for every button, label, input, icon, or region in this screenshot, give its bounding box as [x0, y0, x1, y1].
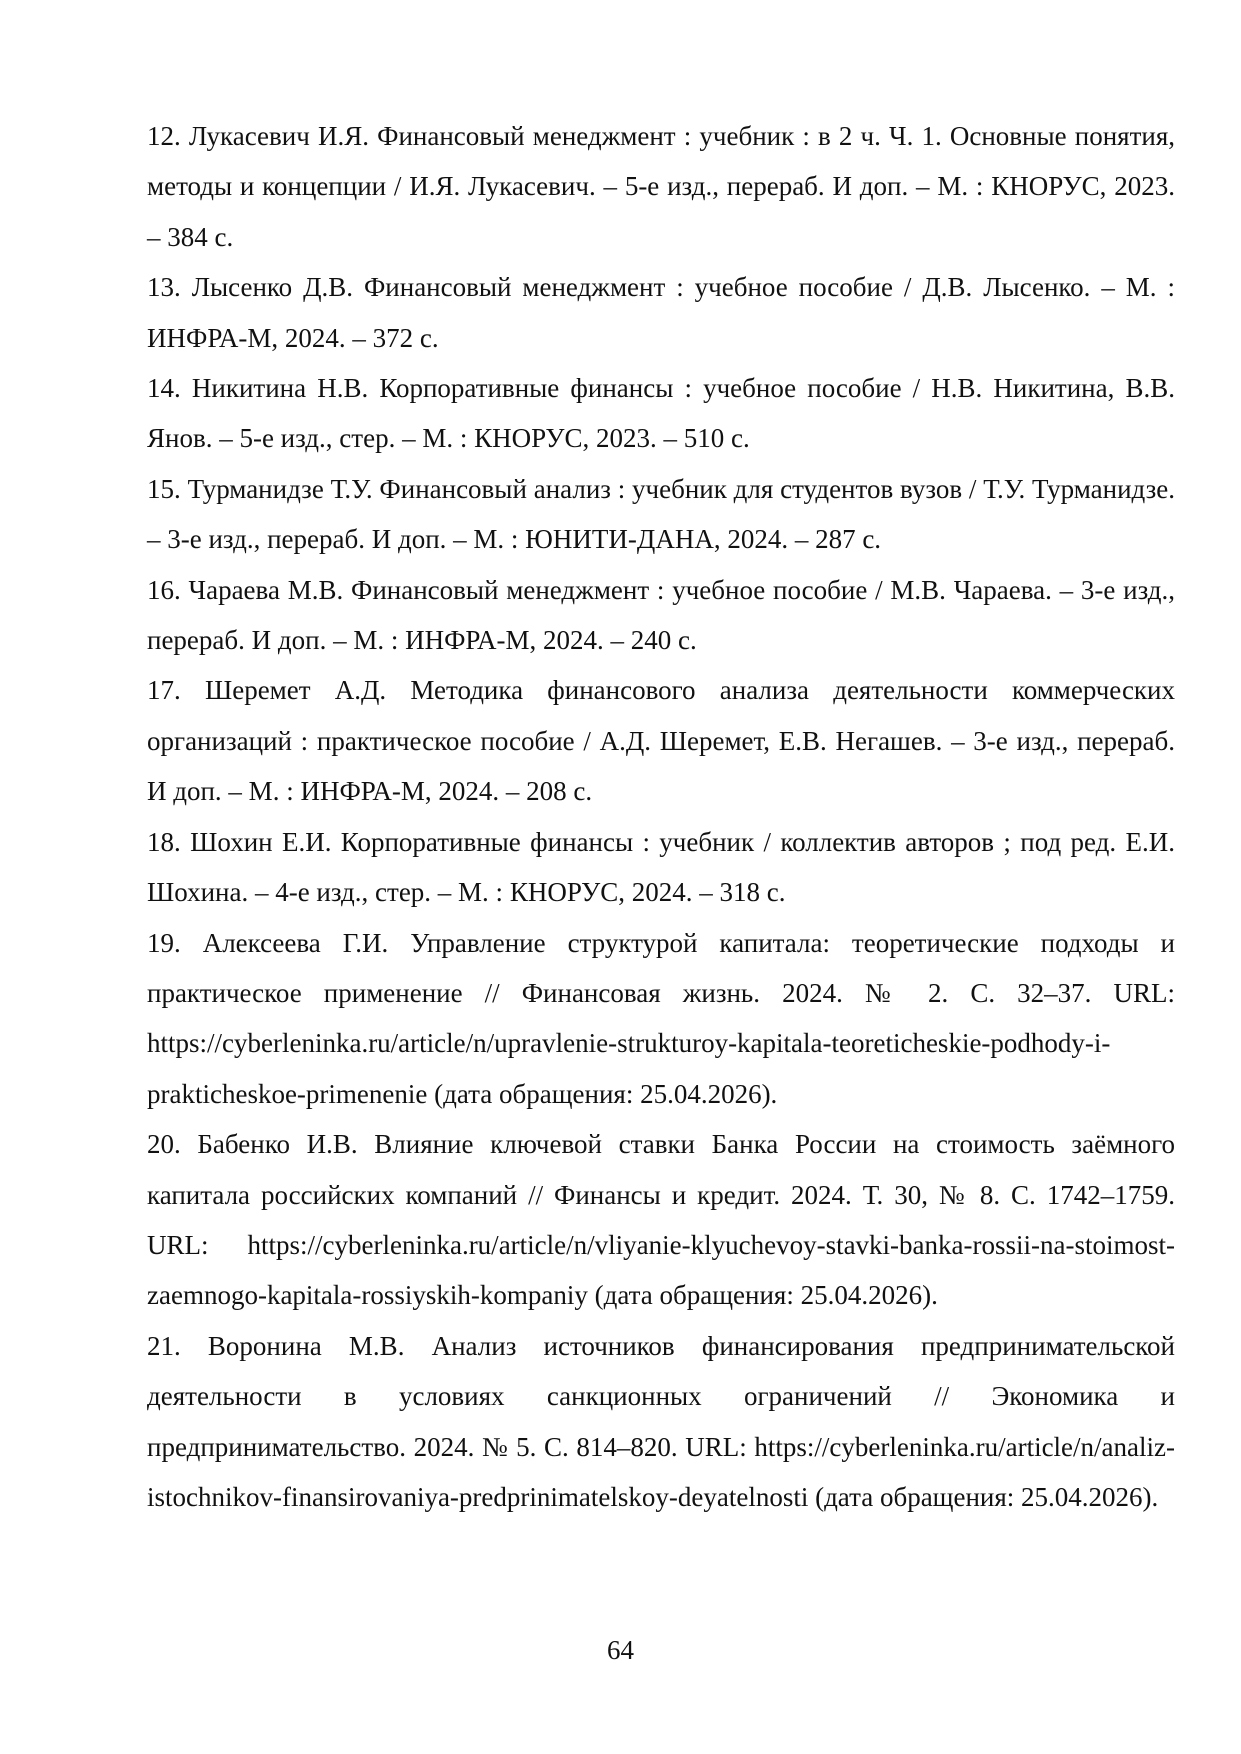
reference-item-21	[147, 1321, 1175, 1523]
reference-text: Воронина М.В. Анализ источников финансирования предпринимательской деятельности в условиях санкционных ограничений // Экономика и предпринимательство. 2024. № 5. С. 814–820. URL: https://cyberleninka.ru/article/n/analiz-istochnikov-finansirovaniya-predprinimatelskoy-deyatelnosti (дата обращения: 25.04.2026).	[147, 1330, 1176, 1512]
page-number: 64	[607, 1635, 634, 1665]
reference-number: 16.	[147, 574, 181, 605]
reference-number: 21.	[147, 1330, 181, 1361]
reference-item-15	[147, 464, 1175, 565]
reference-number: 12.	[147, 121, 181, 151]
reference-item-12	[147, 111, 1175, 262]
reference-number: 14.	[147, 373, 181, 404]
reference-item-16	[147, 565, 1175, 666]
reference-item-20	[147, 1119, 1175, 1321]
reference-text: Шохин Е.И. Корпоративные финансы : учебник / коллектив авторов ; под ред. Е.И. Шохина. – 4-е изд., стер. – М. : КНОРУС, 2024. – 318 с.	[147, 826, 1176, 908]
reference-item-17	[147, 665, 1175, 816]
reference-text: Лысенко Д.В. Финансовый менеджмент : учебное пособие / Д.В. Лысенко. – М. : ИНФРА-М, 2024. – 372 с.	[147, 272, 1176, 353]
reference-number: 18.	[147, 826, 181, 857]
reference-list	[147, 111, 1175, 1522]
reference-number: 15.	[147, 473, 181, 504]
reference-text: Чараева М.В. Финансовый менеджмент : учебное пособие / М.В. Чараева. – 3-е изд., перераб. И доп. – М. : ИНФРА-М, 2024. – 240 с.	[147, 574, 1176, 656]
reference-number: 20.	[147, 1129, 181, 1160]
reference-text: Турманидзе Т.У. Финансовый анализ : учебник для студентов вузов / Т.У. Турманидзе. – 3-е изд., перераб. И доп. – М. : ЮНИТИ-ДАНА, 2024. – 287 с.	[147, 473, 1175, 555]
reference-number: 19.	[147, 927, 181, 958]
reference-item-14	[147, 363, 1175, 464]
reference-item-19	[147, 918, 1175, 1120]
reference-number: 17.	[147, 675, 181, 706]
reference-item-18	[147, 817, 1175, 918]
reference-item-13	[147, 262, 1175, 363]
reference-number: 13.	[147, 272, 181, 303]
reference-text: Никитина Н.В. Корпоративные финансы : учебное пособие / Н.В. Никитина, В.В. Янов. – 5-е изд., стер. – М. : КНОРУС, 2023. – 510 с.	[147, 373, 1176, 454]
reference-text: Бабенко И.В. Влияние ключевой ставки Банка России на стоимость заёмного капитала российских компаний // Финансы и кредит. 2024. Т. 30, № 8. С. 1742–1759. URL: https://cyberleninka.ru/article/n/vliyanie-klyuchevoy-stavki-banka-rossii-na-stoimost-zaemnogo-kapitala-rossiyskih-kompaniy (дата обращения: 25.04.2026).	[147, 1129, 1176, 1311]
reference-text: Алексеева Г.И. Управление структурой капитала: теоретические подходы и практическое применение // Финансовая жизнь. 2024. № 2. С. 32–37. URL: https://cyberleninka.ru/article/n/upravlenie-strukturoy-kapitala-teoreticheskie-podhody-i-prakticheskoe-primenenie (дата обращения: 25.04.2026).	[147, 927, 1176, 1109]
reference-text: Лукасевич И.Я. Финансовый менеджмент : учебник : в 2 ч. Ч. 1. Основные понятия, методы и концепции / И.Я. Лукасевич. – 5-е изд., перераб. И доп. – М. : КНОРУС, 2023. – 384 с.	[147, 121, 1175, 252]
reference-text: Шеремет А.Д. Методика финансового анализа деятельности коммерческих организаций : практическое пособие / А.Д. Шеремет, Е.В. Негашев. – 3-е изд., перераб. И доп. – М. : ИНФРА-М, 2024. – 208 с.	[147, 675, 1175, 807]
